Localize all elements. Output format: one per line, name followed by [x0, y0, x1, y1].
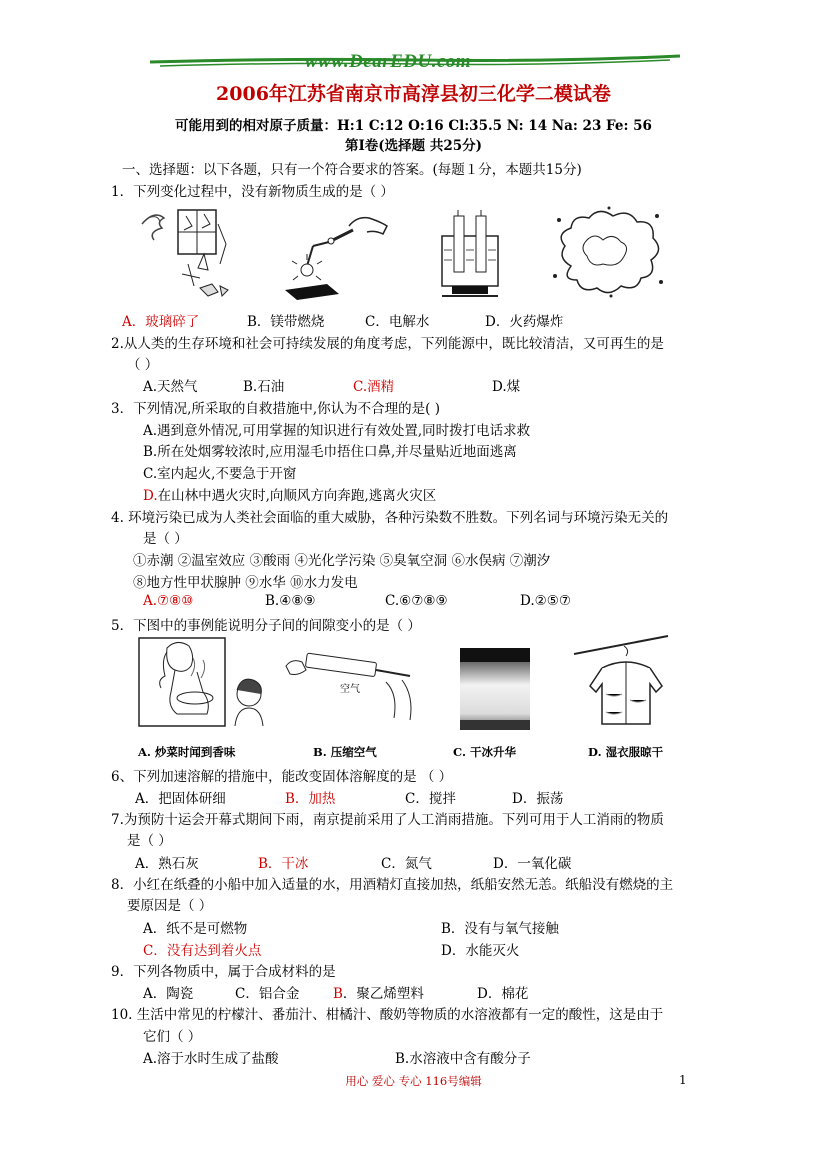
- q5-figure-d-wet-clothes: [574, 634, 670, 730]
- q8-option-d[interactable]: D．水能灭火: [441, 943, 520, 959]
- q1-figure-b-magnesium-burning: [283, 204, 393, 300]
- atomic-masses: 可能用到的相对原子质量：H:1 C:12 O:16 Cl:35.5 N: 14 Na: 23 Fe: 56: [175, 118, 652, 134]
- q5-caption-b[interactable]: B. 压缩空气: [313, 745, 377, 759]
- q7-stem: 7.为预防十运会开幕式期间下雨，南京提前采用了人工消雨措施。下列可用于人工消雨的物质: [111, 812, 664, 828]
- q5-figure-c-dry-ice: [460, 648, 530, 730]
- page-title: 2006年江苏省南京市高淳县初三化学二模试卷: [216, 83, 611, 105]
- q8-option-c[interactable]: C．没有达到着火点: [143, 943, 262, 959]
- q2-option-c[interactable]: C.酒精: [353, 379, 395, 395]
- q4-items-line1: ①赤潮 ②温室效应 ③酸雨 ④光化学污染 ⑤臭氧空洞 ⑥水俣病 ⑦潮汐: [133, 553, 551, 569]
- q1-stem: 1．下列变化过程中，没有新物质生成的是（ ）: [111, 184, 394, 200]
- q1-option-b[interactable]: B．镁带燃烧: [247, 314, 325, 330]
- q9-option-c[interactable]: C．铝合金: [235, 986, 300, 1002]
- page-number: 1: [679, 1073, 687, 1087]
- q3-option-d[interactable]: D.在山林中遇火灾时,向顺风方向奔跑,逃离火灾区: [143, 488, 437, 504]
- q1-figure-c-electrolysis: [438, 210, 504, 302]
- q4-option-a[interactable]: A.⑦⑧⑩: [143, 593, 194, 609]
- footer-text: 用心 爱心 专心 116号编辑: [345, 1074, 482, 1088]
- section-heading: 一、选择题：以下各题，只有一个符合要求的答案。(每题１分，本题共15分): [122, 162, 582, 178]
- q9-stem: 9．下列各物质中，属于合成材料的是: [111, 964, 336, 980]
- q10-option-b[interactable]: B.水溶液中含有酸分子: [395, 1051, 531, 1067]
- q9-option-a[interactable]: A．陶瓷: [143, 986, 194, 1002]
- q2-stem: 2.从人类的生存环境和社会可持续发展的角度考虑，下列能源中，既比较清洁，又可再生的是: [111, 336, 664, 352]
- site-url[interactable]: www.DearEDU.com: [305, 51, 472, 72]
- q2-option-d[interactable]: D.煤: [492, 379, 521, 395]
- q2-option-a[interactable]: A.天然气: [143, 379, 198, 395]
- q7-option-c[interactable]: C．氮气: [381, 856, 432, 872]
- q7-stem-cont: 是（ ）: [127, 833, 172, 849]
- q6-option-b[interactable]: B．加热: [285, 791, 336, 807]
- q2-option-b[interactable]: B.石油: [243, 379, 285, 395]
- q10-stem-cont: 它们（ ）: [143, 1029, 202, 1045]
- q7-option-a[interactable]: A．熟石灰: [135, 856, 199, 872]
- q1-option-a[interactable]: A．玻璃碎了: [122, 314, 200, 330]
- q3-option-b[interactable]: B.所在处烟雾较浓时,应用湿毛巾捂住口鼻,并尽量贴近地面逃离: [143, 444, 517, 460]
- q8-option-a[interactable]: A．纸不是可燃物: [143, 921, 248, 937]
- q5-figure-b-syringe: [282, 648, 422, 726]
- q5-caption-c[interactable]: C. 干冰升华: [453, 745, 516, 759]
- q6-stem: 6、下列加速溶解的措施中，能改变固体溶解度的是 （ ）: [111, 769, 453, 785]
- q5-figure-a-cooking: [137, 636, 265, 730]
- q1-option-c[interactable]: C．电解水: [365, 314, 430, 330]
- q1-option-d[interactable]: D．火药爆炸: [485, 314, 564, 330]
- q3-option-a[interactable]: A.遇到意外情况,可用掌握的知识进行有效处置,同时拨打电话求救: [143, 423, 531, 439]
- q6-option-d[interactable]: D．振荡: [512, 791, 564, 807]
- q9-option-b-text: ．聚乙烯塑料: [342, 986, 424, 1002]
- q4-stem: 4. 环境污染已成为人类社会面临的重大威胁，各种污染数不胜数。下列名词与环境污染无关的: [111, 510, 669, 526]
- q4-option-d[interactable]: D.②⑤⑦: [520, 593, 571, 609]
- volume-heading: 第Ⅰ卷(选择题 共25分): [344, 138, 483, 154]
- q10-option-a[interactable]: A.溶于水时生成了盐酸: [143, 1051, 279, 1067]
- q4-stem-cont: 是（ ）: [143, 531, 188, 547]
- q6-option-c[interactable]: C．搅拌: [405, 791, 456, 807]
- q9-option-d[interactable]: D．棉花: [477, 986, 529, 1002]
- q4-items-line2: ⑧地方性甲状腺肿 ⑨水华 ⑩水力发电: [133, 575, 358, 591]
- q3-option-d-text: 在山林中遇火灾时,向顺风方向奔跑,逃离火灾区: [157, 488, 437, 504]
- q7-option-b[interactable]: B．干冰: [258, 856, 309, 872]
- q5-caption-a[interactable]: A. 炒菜时闻到香味: [138, 745, 236, 759]
- q4-option-b[interactable]: B.④⑧⑨: [265, 593, 316, 609]
- q1-figure-a-broken-glass: [134, 204, 234, 300]
- q8-option-b[interactable]: B．没有与氧气接触: [441, 921, 559, 937]
- q10-stem: 10. 生活中常见的柠檬汁、番茄汁、柑橘汁、酸奶等物质的水溶液都有一定的酸性，这是由于: [111, 1007, 664, 1023]
- q9-option-b[interactable]: B．聚乙烯塑料: [333, 986, 424, 1002]
- q3-stem: 3．下列情况,所采取的自救措施中,你认为不合理的是( ): [111, 401, 440, 417]
- q5-caption-d[interactable]: D. 湿衣服晾干: [588, 745, 664, 759]
- q7-option-d[interactable]: D．一氧化碳: [493, 856, 572, 872]
- q3-option-c[interactable]: C.室内起火,不要急于开窗: [143, 466, 297, 482]
- q5-stem: 5．下图中的事例能说明分子间的间隙变小的是（ ）: [111, 618, 421, 634]
- q4-option-c[interactable]: C.⑥⑦⑧⑨: [385, 593, 448, 609]
- q8-stem-cont: 要原因是（ ）: [127, 898, 213, 914]
- q5-air-label: 空气: [340, 684, 360, 695]
- q6-option-a[interactable]: A．把固体研细: [135, 791, 226, 807]
- q8-stem: 8．小红在纸叠的小船中加入适量的水，用酒精灯直接加热，纸船安然无恙。纸船没有燃烧的主: [111, 877, 674, 893]
- q2-stem-cont: （ ）: [127, 357, 159, 373]
- q1-figure-d-explosion: [551, 206, 665, 298]
